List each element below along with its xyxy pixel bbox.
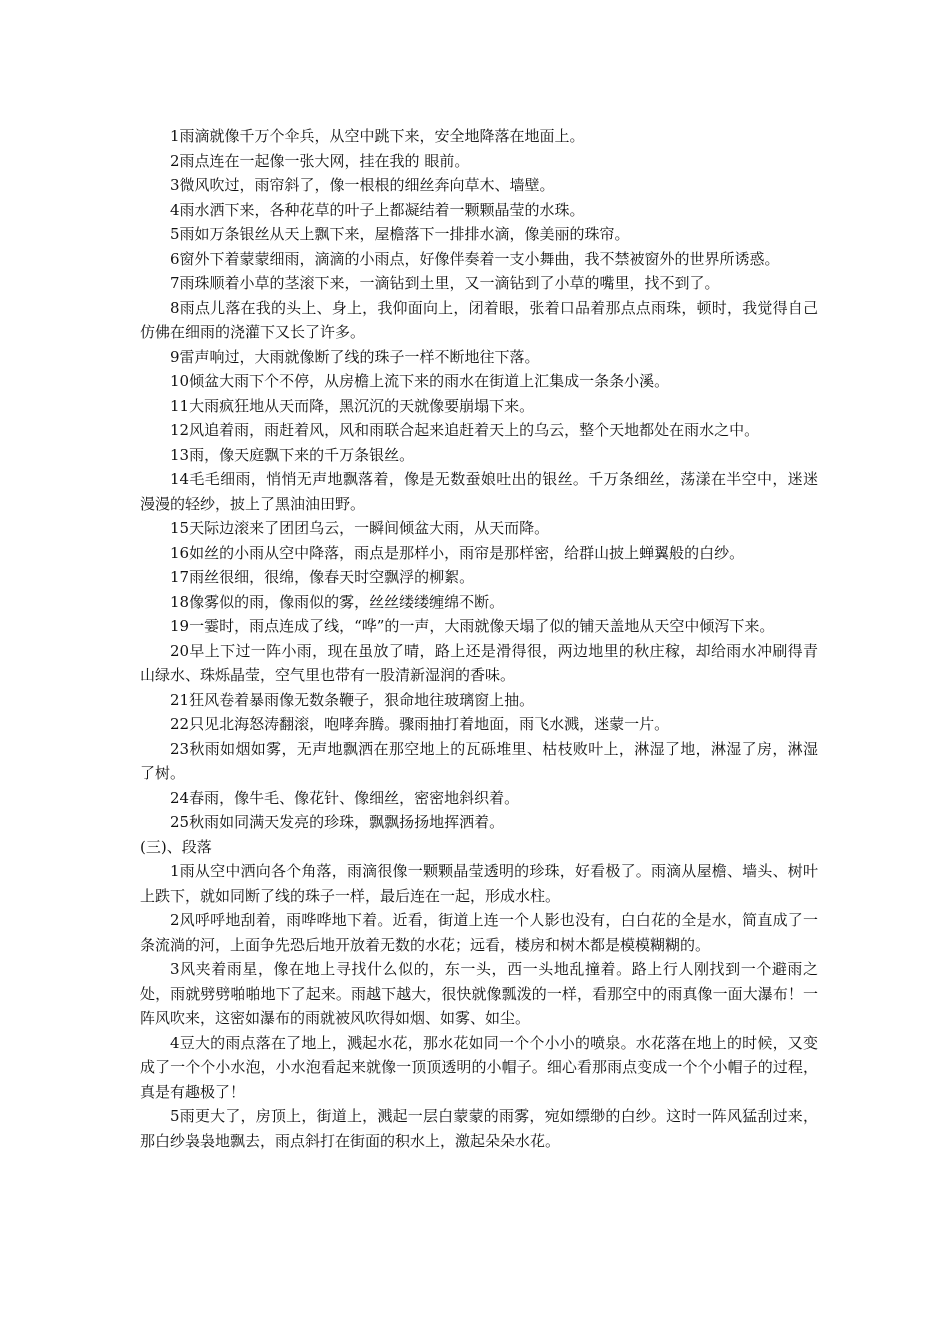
paragraph-item: 1雨从空中洒向各个角落，雨滴很像一颗颗晶莹透明的珍珠，好看极了。雨滴从屋檐、墙头、树叶上跌下，就如同断了线的珠子一样，最后连在一起，形成水柱。	[140, 862, 818, 905]
document-page	[140, 124, 818, 1153]
sentence-item: 14毛毛细雨，悄悄无声地飘落着，像是无数蚕娘吐出的银丝。千万条细丝，荡漾在半空中，迷迷漫漫的轻纱，披上了黑油油田野。	[140, 470, 818, 513]
sentence-item: 1雨滴就像千万个伞兵，从空中跳下来，安全地降落在地面上。	[170, 127, 585, 145]
sentence-item: 7雨珠顺着小草的茎滚下来，一滴钻到土里，又一滴钻到了小草的嘴里，找不到了。	[170, 274, 720, 292]
sentence-item: 19一霎时，雨点连成了线，“哗”的一声，大雨就像天塌了似的铺天盖地从天空中倾泻下来。	[170, 617, 775, 635]
paragraph-item: 4豆大的雨点落在了地上，溅起水花，那水花如同一个个小小的喷泉。水花落在地上的时候，又变成了一个个小水泡，小水泡看起来就像一顶顶透明的小帽子。细心看那雨点变成一个个小帽子的过程，真是有趣极了！	[140, 1033, 818, 1101]
sentence-item: 20早上下过一阵小雨，现在虽放了晴，路上还是滑得很，两边地里的秋庄稼，却给雨水冲刷得青山绿水、珠烁晶莹，空气里也带有一股清新湿润的香味。	[140, 641, 818, 684]
sentence-item: 11大雨疯狂地从天而降，黑沉沉的天就像要崩塌下来。	[170, 396, 535, 415]
sentence-item: 17雨丝很细，很绵，像春天时空飘浮的柳絮。	[170, 568, 475, 586]
sentence-item: 16如丝的小雨从空中降落，雨点是那样小，雨帘是那样密，给群山披上蝉翼般的白纱。	[170, 543, 745, 562]
sentence-item: 12风追着雨，雨赶着风，风和雨联合起来追赶着天上的乌云，整个天地都处在雨水之中。	[170, 421, 760, 439]
sentence-item: 15天际边滚来了团团乌云，一瞬间倾盆大雨，从天而降。	[170, 519, 550, 537]
sentence-item: 3微风吹过，雨帘斜了，像一根根的细丝奔向草木、墙壁。	[170, 176, 555, 194]
sentence-item: 8雨点儿落在我的头上、身上，我仰面向上，闭着眼，张着口品着那点点雨珠，顿时，我觉得自己仿佛在细雨的浇灌下又长了许多。	[140, 298, 818, 341]
sentence-item: 4雨水洒下来，各种花草的叶子上都凝结着一颗颗晶莹的水珠。	[170, 200, 585, 219]
sentence-item: 21狂风卷着暴雨像无数条鞭子，狠命地往玻璃窗上抽。	[170, 690, 535, 709]
paragraph-item: 2风呼呼地刮着，雨哗哗地下着。近看，街道上连一个人影也没有，白白花的全是水，简直成了一条流淌的河，上面争先恐后地开放着无数的水花；远看，楼房和树木都是模模糊糊的。	[140, 911, 818, 954]
sentence-item: 22只见北海怒涛翻滚，咆哮奔腾。骤雨抽打着地面，雨飞水溅，迷蒙一片。	[170, 715, 670, 733]
sentence-item: 9雷声响过，大雨就像断了线的珠子一样不断地往下落。	[170, 347, 540, 366]
sentence-item: 25秋雨如同满天发亮的珍珠，飘飘扬扬地挥洒着。	[170, 813, 505, 831]
section-heading: (三)、段落	[140, 837, 212, 856]
paragraph-item: 3风夹着雨星，像在地上寻找什么似的，东一头，西一头地乱撞着。路上行人刚找到一个避雨之处，雨就劈劈啪啪地下了起来。雨越下越大，很快就像瓢泼的一样，看那空中的雨真像一面大瀑布！一阵风吹来，这密如瀑布的雨就被风吹得如烟、如雾、如尘。	[140, 960, 818, 1027]
sentence-item: 23秋雨如烟如雾，无声地飘洒在那空地上的瓦砾堆里、枯枝败叶上，淋湿了地，淋湿了房，淋湿了树。	[140, 739, 818, 782]
sentence-item: 2雨点连在一起像一张大网，挂在我的 眼前。	[170, 151, 470, 170]
sentence-item: 10倾盆大雨下个不停，从房檐上流下来的雨水在街道上汇集成一条条小溪。	[170, 372, 670, 390]
paragraph-item: 5雨更大了，房顶上，街道上，溅起一层白蒙蒙的雨雾，宛如缥缈的白纱。这时一阵风猛刮过来，那白纱袅袅地飘去，雨点斜打在街面的积水上，激起朵朵水花。	[140, 1107, 818, 1150]
sentence-item: 24春雨，像牛毛、像花针、像细丝，密密地斜织着。	[170, 788, 520, 807]
sentence-item: 5雨如万条银丝从天上飘下来，屋檐落下一排排水滴，像美丽的珠帘。	[170, 225, 630, 243]
sentence-item: 18像雾似的雨，像雨似的雾，丝丝缕缕缠绵不断。	[170, 592, 505, 611]
sentence-item: 13雨，像天庭飘下来的千万条银丝。	[170, 445, 415, 464]
sentence-item: 6窗外下着蒙蒙细雨，滴滴的小雨点，好像伴奏着一支小舞曲，我不禁被窗外的世界所诱惑。	[170, 249, 780, 268]
